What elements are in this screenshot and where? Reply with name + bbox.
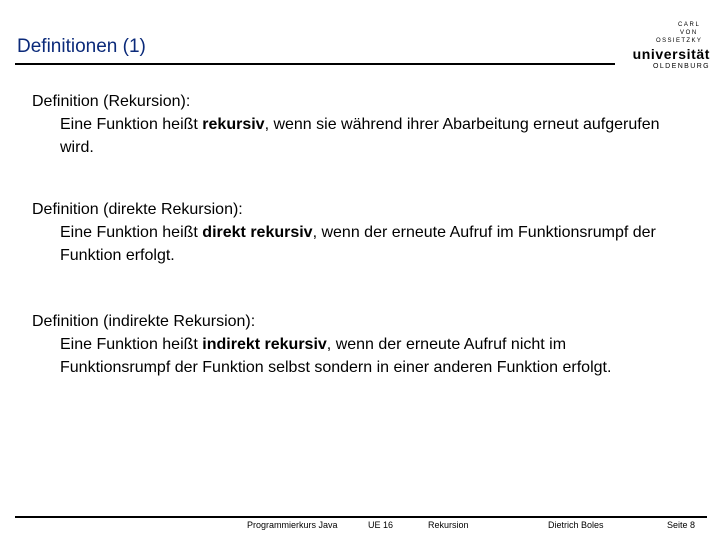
definition-term: indirekt rekursiv — [202, 336, 327, 353]
definition-text-start: Eine Funktion heißt — [60, 336, 203, 353]
logo-city: OLDENBURG — [653, 63, 710, 70]
footer-unit: UE 16 — [368, 520, 394, 530]
definition-text-start: Eine Funktion heißt — [60, 116, 203, 133]
definition-block-direct-recursion — [32, 198, 660, 267]
footer-course: Programmierkurs Java — [247, 520, 338, 530]
slide-title: Definitionen (1) — [17, 36, 146, 57]
definition-text — [32, 333, 660, 379]
title-underline — [15, 63, 615, 65]
definition-heading: Definition (direkte Rekursion): — [32, 201, 243, 218]
logo-wordmark: universität — [632, 46, 710, 62]
svg-text:VON: VON — [680, 30, 698, 36]
definition-text — [32, 113, 660, 159]
definition-text-end: , wenn der erneute Aufruf nicht im Funktionsrumpf der Funktion selbst sondern in einer anderen Funktion erfolgt. — [60, 336, 612, 376]
definition-text-end: , wenn sie während ihrer Abarbeitung erneut aufgerufen wird. — [60, 116, 660, 156]
footer-author: Dietrich Boles — [548, 520, 604, 530]
definition-term: rekursiv — [202, 116, 265, 133]
definition-text-end: , wenn der erneute Aufruf im Funktionsrumpf der Funktion erfolgt. — [60, 224, 656, 264]
definition-block-indirect-recursion — [32, 310, 660, 379]
definition-text — [32, 221, 660, 267]
svg-text:OSSIETZKY: OSSIETZKY — [656, 38, 703, 44]
footer-topic: Rekursion — [428, 520, 469, 530]
university-logo — [620, 18, 710, 70]
definition-block-recursion — [32, 90, 660, 159]
definition-term: direkt rekursiv — [202, 224, 313, 241]
footer-divider — [15, 516, 707, 518]
definition-heading: Definition (indirekte Rekursion): — [32, 313, 256, 330]
definition-heading: Definition (Rekursion): — [32, 93, 191, 110]
footer-page-number: Seite 8 — [667, 520, 696, 530]
definition-text-start: Eine Funktion heißt — [60, 224, 203, 241]
svg-text:CARL: CARL — [678, 22, 701, 28]
